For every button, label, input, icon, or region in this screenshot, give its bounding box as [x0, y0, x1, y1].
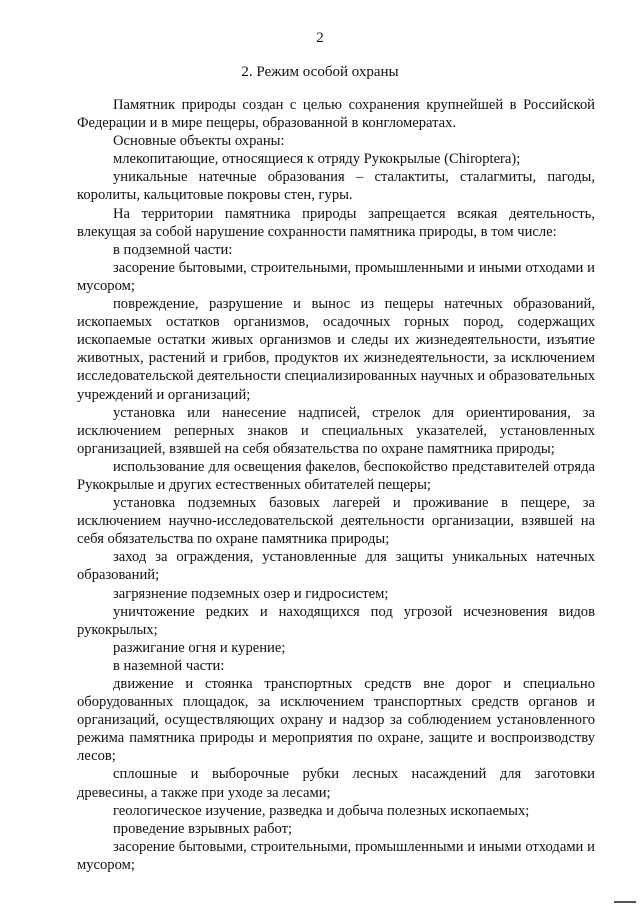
paragraph-surface-heading: в наземной части:	[113, 657, 225, 674]
paragraph-inscriptions: установка или нанесение надписей, стрелок для ориентирования, за исключением реперных знаков и специальных указателей, установленных организацией, взявшей на себя обязательства по охране памятника природы;	[77, 404, 595, 457]
paragraph-prohibitions-intro: На территории памятника природы запрещается всякая деятельность, влекущая за собой нарушение сохранности памятника природы, в том числе:	[77, 205, 595, 240]
paragraph-bats: млекопитающие, относящиеся к отряду Рукокрылые (Chiroptera);	[113, 151, 521, 168]
paragraph-formations: уникальные натечные образования – сталактиты, сталагмиты, пагоды, королиты, кальцитовые покровы стен, гуры.	[77, 169, 595, 204]
paragraph-damage-removal: повреждение, разрушение и вынос из пещеры натечных образований, ископаемых остатков организмов, осадочных горных пород, содержащих ископаемые остатки живых организмов и следы их жизнедеятельности, изъятие животных, растений и грибов, продуктов их жизнедеятельности, за исключением исследовательской деятельности специализированных научных и образовательных учреждений и организаций;	[77, 296, 595, 403]
paragraph-surface-littering: засорение бытовыми, строительными, промышленными и иными отходами и мусором;	[77, 838, 595, 873]
paragraph-objects-heading: Основные объекты охраны:	[113, 133, 285, 150]
paragraph-geology: геологическое изучение, разведка и добыча полезных ископаемых;	[113, 802, 530, 819]
paragraph-vehicles: движение и стоянка транспортных средств вне дорог и специально оборудованных площадок, за исключением транспортных средств органов и организаций, осуществляющих охрану и надзор за соблюдением установленного режима памятника природы и мероприятия по охране, защите и воспроизводству лесов;	[77, 676, 595, 765]
paragraph-fire-smoking: разжигание огня и курение;	[113, 639, 286, 656]
section-title: 2. Режим особой охраны	[241, 64, 399, 80]
paragraph-blasting: проведение взрывных работ;	[113, 820, 293, 837]
paragraph-lakes: загрязнение подземных озер и гидросистем;	[113, 585, 389, 602]
body-text	[77, 96, 595, 874]
paragraph-fences: заход за ограждения, установленные для защиты уникальных натечных образований;	[77, 549, 595, 584]
paragraph-camps: установка подземных базовых лагерей и проживание в пещере, за исключением научно-исследовательской деятельности организации, взявшей на себя обязательства по охране памятника природы;	[77, 495, 595, 548]
paragraph-underground-heading: в подземной части:	[113, 241, 233, 258]
paragraph-logging: сплошные и выборочные рубки лесных насаждений для заготовки древесины, а также при уходе за лесами;	[77, 766, 595, 801]
paragraph-rare-bats: уничтожение редких и находящихся под угрозой исчезновения видов рукокрылых;	[77, 603, 595, 638]
scan-corner-mark	[614, 901, 636, 903]
paragraph-torches: использование для освещения факелов, беспокойство представителей отряда Рукокрылые и других естественных обитателей пещеры;	[77, 458, 595, 493]
paragraph-underground-littering: засорение бытовыми, строительными, промышленными и иными отходами и мусором;	[77, 259, 595, 294]
paragraph-purpose: Памятник природы создан с целью сохранения крупнейшей в Российской Федерации и в мире пещеры, образованной в конгломератах.	[77, 97, 595, 132]
page-number: 2	[316, 30, 324, 46]
